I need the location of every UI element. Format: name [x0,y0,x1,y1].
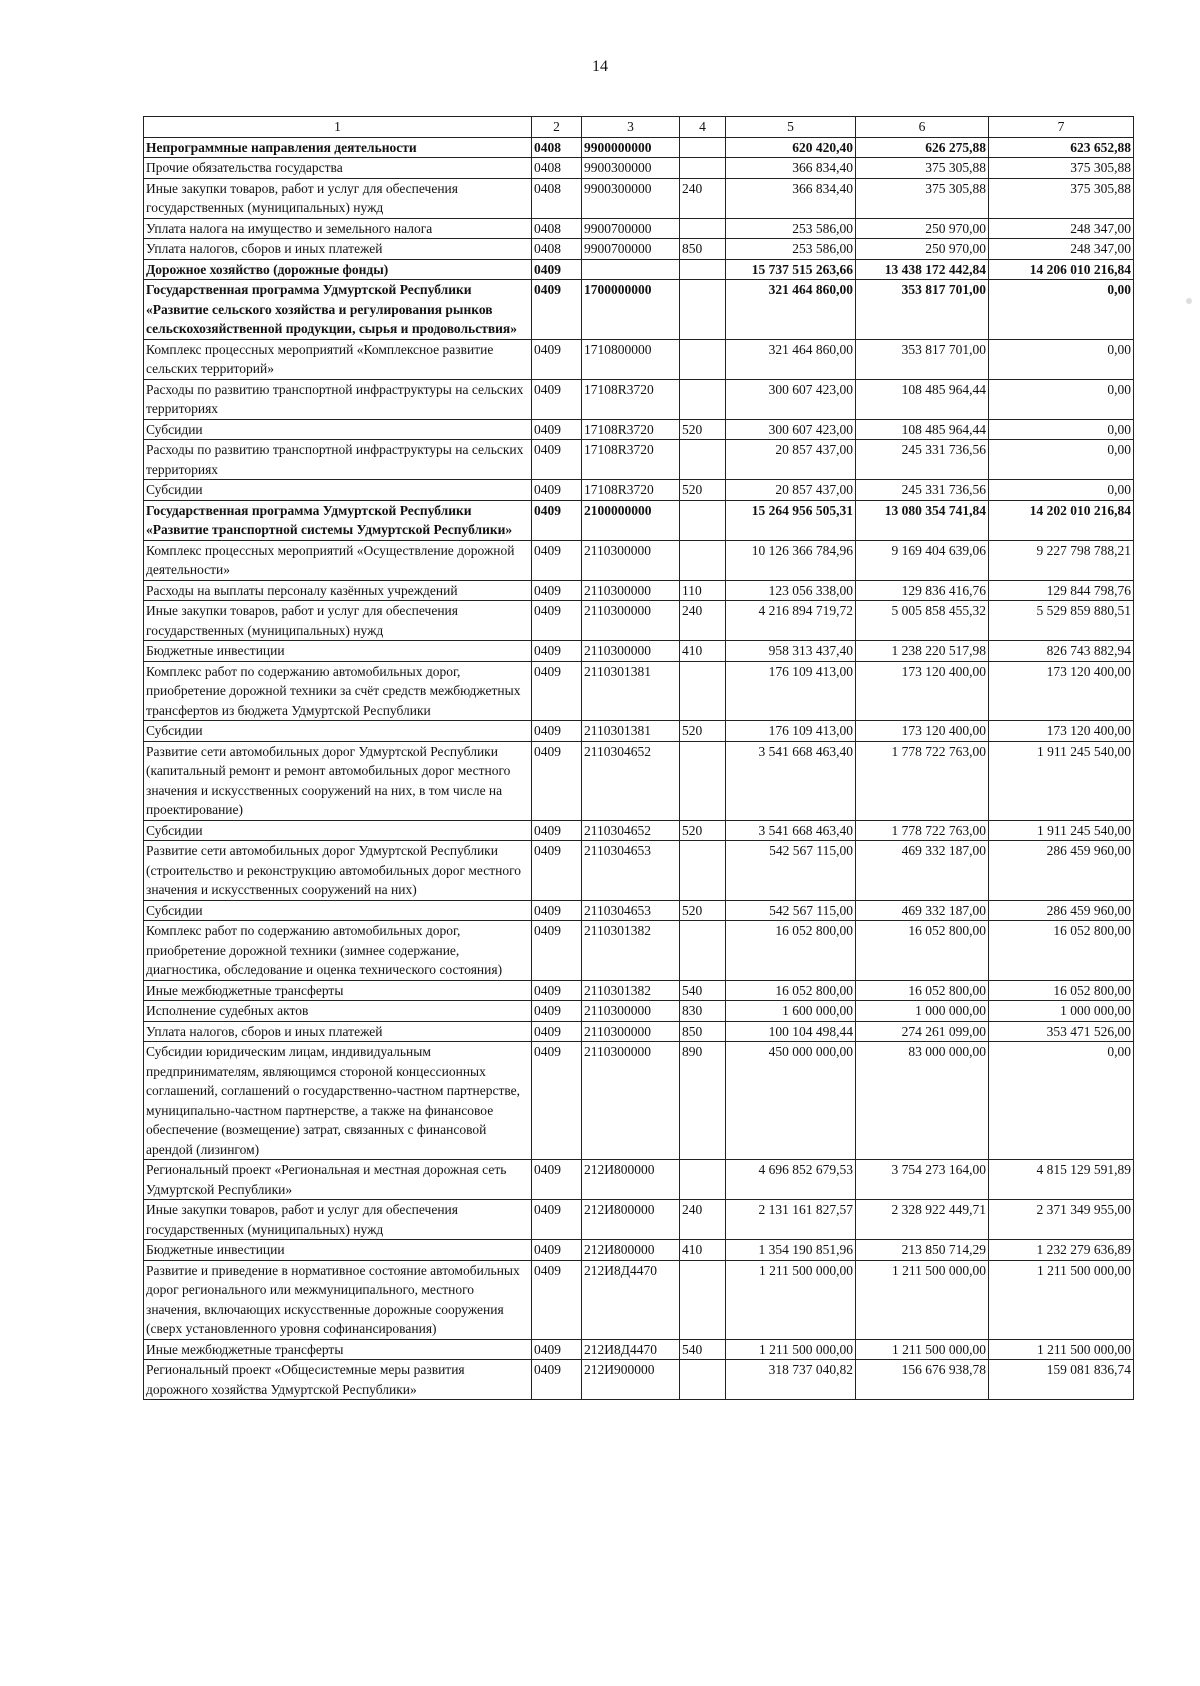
amount-col-5: 253 586,00 [726,239,856,260]
table-row [144,641,1134,662]
table-row [144,1042,1134,1160]
target-article-code: 2110300000 [582,540,680,580]
amount-col-5: 321 464 860,00 [726,339,856,379]
amount-col-6: 13 438 172 442,84 [856,259,989,280]
item-name: Бюджетные инвестиции [144,641,532,662]
target-article-code: 212И8Д4470 [582,1260,680,1339]
amount-col-7: 0,00 [989,379,1134,419]
amount-col-7: 375 305,88 [989,158,1134,179]
expense-type-code: 520 [680,721,726,742]
amount-col-6: 250 970,00 [856,239,989,260]
section-code: 0409 [532,1021,582,1042]
table-row [144,741,1134,820]
item-name: Комплекс процессных мероприятий «Комплексное развитие сельских территорий» [144,339,532,379]
item-name: Государственная программа Удмуртской Республики «Развитие сельского хозяйства и регулирования рынков сельскохозяйственной продукции, сырья и продовольствия» [144,280,532,340]
amount-col-7: 623 652,88 [989,137,1134,158]
item-name: Дорожное хозяйство (дорожные фонды) [144,259,532,280]
section-code: 0409 [532,259,582,280]
scan-speck [1186,298,1192,304]
column-header: 4 [680,117,726,138]
item-name: Региональный проект «Региональная и местная дорожная сеть Удмуртской Республики» [144,1160,532,1200]
amount-col-6: 1 778 722 763,00 [856,820,989,841]
amount-col-5: 253 586,00 [726,218,856,239]
table-header [144,117,1134,138]
amount-col-5: 3 541 668 463,40 [726,741,856,820]
amount-col-5: 16 052 800,00 [726,980,856,1001]
amount-col-5: 1 354 190 851,96 [726,1240,856,1261]
target-article-code: 2110301381 [582,661,680,721]
section-code: 0409 [532,540,582,580]
amount-col-5: 15 264 956 505,31 [726,500,856,540]
header-row [144,117,1134,138]
amount-col-7: 1 911 245 540,00 [989,820,1134,841]
amount-col-7: 1 211 500 000,00 [989,1260,1134,1339]
column-header: 2 [532,117,582,138]
item-name: Расходы по развитию транспортной инфраструктуры на сельских территориях [144,440,532,480]
table-row [144,580,1134,601]
target-article-code: 9900300000 [582,178,680,218]
amount-col-6: 2 328 922 449,71 [856,1200,989,1240]
item-name: Комплекс процессных мероприятий «Осуществление дорожной деятельности» [144,540,532,580]
target-article-code: 17108R3720 [582,440,680,480]
expense-type-code: 240 [680,178,726,218]
expense-type-code [680,921,726,981]
amount-col-7: 4 815 129 591,89 [989,1160,1134,1200]
amount-col-7: 0,00 [989,419,1134,440]
section-code: 0409 [532,580,582,601]
table-row [144,721,1134,742]
item-name: Субсидии [144,419,532,440]
amount-col-7: 0,00 [989,339,1134,379]
amount-col-5: 176 109 413,00 [726,661,856,721]
section-code: 0409 [532,741,582,820]
target-article-code: 212И800000 [582,1240,680,1261]
item-name: Комплекс работ по содержанию автомобильных дорог, приобретение дорожной техники за счёт средств межбюджетных трансфертов из бюджета Удмуртской Республики [144,661,532,721]
expense-type-code [680,1160,726,1200]
table-row [144,900,1134,921]
amount-col-6: 173 120 400,00 [856,661,989,721]
item-name: Прочие обязательства государства [144,158,532,179]
amount-col-5: 4 696 852 679,53 [726,1160,856,1200]
expense-type-code: 520 [680,480,726,501]
amount-col-5: 300 607 423,00 [726,379,856,419]
table-row [144,419,1134,440]
amount-col-5: 2 131 161 827,57 [726,1200,856,1240]
expense-type-code [680,218,726,239]
section-code: 0409 [532,980,582,1001]
target-article-code: 212И8Д4470 [582,1339,680,1360]
amount-col-5: 958 313 437,40 [726,641,856,662]
item-name: Комплекс работ по содержанию автомобильных дорог, приобретение дорожной техники (зимнее содержание, диагностика, обследование и оценка технического состояния) [144,921,532,981]
amount-col-7: 173 120 400,00 [989,721,1134,742]
amount-col-7: 1 000 000,00 [989,1001,1134,1022]
target-article-code: 17108R3720 [582,379,680,419]
expense-type-code: 850 [680,1021,726,1042]
target-article-code: 2110304653 [582,841,680,901]
section-code: 0409 [532,721,582,742]
amount-col-6: 1 778 722 763,00 [856,741,989,820]
amount-col-7: 159 081 836,74 [989,1360,1134,1400]
amount-col-6: 3 754 273 164,00 [856,1160,989,1200]
amount-col-5: 321 464 860,00 [726,280,856,340]
expense-type-code [680,280,726,340]
expense-type-code: 240 [680,1200,726,1240]
amount-col-5: 123 056 338,00 [726,580,856,601]
amount-col-6: 108 485 964,44 [856,419,989,440]
section-code: 0409 [532,841,582,901]
expense-type-code [680,137,726,158]
target-article-code: 2110300000 [582,641,680,662]
amount-col-6: 353 817 701,00 [856,280,989,340]
amount-col-5: 3 541 668 463,40 [726,820,856,841]
item-name: Расходы на выплаты персоналу казённых учреждений [144,580,532,601]
section-code: 0409 [532,601,582,641]
amount-col-7: 0,00 [989,480,1134,501]
amount-col-6: 129 836 416,76 [856,580,989,601]
amount-col-6: 16 052 800,00 [856,921,989,981]
amount-col-5: 4 216 894 719,72 [726,601,856,641]
expense-type-code [680,158,726,179]
item-name: Иные закупки товаров, работ и услуг для обеспечения государственных (муниципальных) нужд [144,178,532,218]
table-row [144,500,1134,540]
target-article-code: 2100000000 [582,500,680,540]
amount-col-5: 1 211 500 000,00 [726,1260,856,1339]
amount-col-6: 213 850 714,29 [856,1240,989,1261]
section-code: 0409 [532,280,582,340]
amount-col-7: 1 211 500 000,00 [989,1339,1134,1360]
expense-type-code [680,540,726,580]
item-name: Субсидии [144,721,532,742]
target-article-code: 2110301382 [582,980,680,1001]
amount-col-7: 1 232 279 636,89 [989,1240,1134,1261]
amount-col-5: 20 857 437,00 [726,480,856,501]
target-article-code: 212И900000 [582,1360,680,1400]
amount-col-7: 2 371 349 955,00 [989,1200,1134,1240]
amount-col-7: 173 120 400,00 [989,661,1134,721]
table-row [144,1339,1134,1360]
amount-col-6: 5 005 858 455,32 [856,601,989,641]
column-header: 6 [856,117,989,138]
expense-type-code: 540 [680,980,726,1001]
expense-type-code [680,1260,726,1339]
table-row [144,841,1134,901]
amount-col-5: 542 567 115,00 [726,841,856,901]
table-row [144,601,1134,641]
amount-col-6: 1 238 220 517,98 [856,641,989,662]
amount-col-7: 9 227 798 788,21 [989,540,1134,580]
expense-type-code: 890 [680,1042,726,1160]
table-row [144,820,1134,841]
column-header: 5 [726,117,856,138]
amount-col-5: 176 109 413,00 [726,721,856,742]
table-row [144,259,1134,280]
amount-col-5: 10 126 366 784,96 [726,540,856,580]
page-number: 14 [592,58,608,75]
amount-col-6: 13 080 354 741,84 [856,500,989,540]
section-code: 0409 [532,900,582,921]
amount-col-6: 375 305,88 [856,158,989,179]
table-body [144,137,1134,1400]
target-article-code: 2110300000 [582,601,680,641]
target-article-code: 9900700000 [582,239,680,260]
amount-col-5: 300 607 423,00 [726,419,856,440]
table-row [144,218,1134,239]
amount-col-7: 0,00 [989,440,1134,480]
amount-col-6: 1 000 000,00 [856,1001,989,1022]
amount-col-6: 173 120 400,00 [856,721,989,742]
amount-col-7: 353 471 526,00 [989,1021,1134,1042]
item-name: Уплата налогов, сборов и иных платежей [144,239,532,260]
column-header: 7 [989,117,1134,138]
expense-type-code [680,440,726,480]
table-row [144,1240,1134,1261]
amount-col-7: 286 459 960,00 [989,841,1134,901]
amount-col-7: 16 052 800,00 [989,921,1134,981]
amount-col-5: 100 104 498,44 [726,1021,856,1042]
target-article-code: 2110300000 [582,1021,680,1042]
amount-col-7: 248 347,00 [989,239,1134,260]
section-code: 0409 [532,1240,582,1261]
amount-col-6: 1 211 500 000,00 [856,1339,989,1360]
target-article-code: 1710800000 [582,339,680,379]
amount-col-5: 542 567 115,00 [726,900,856,921]
section-code: 0409 [532,500,582,540]
section-code: 0409 [532,1339,582,1360]
target-article-code: 9900300000 [582,158,680,179]
section-code: 0409 [532,820,582,841]
amount-col-5: 1 600 000,00 [726,1001,856,1022]
target-article-code: 2110304653 [582,900,680,921]
amount-col-5: 20 857 437,00 [726,440,856,480]
amount-col-7: 0,00 [989,1042,1134,1160]
expense-type-code: 110 [680,580,726,601]
section-code: 0409 [532,1200,582,1240]
amount-col-7: 14 202 010 216,84 [989,500,1134,540]
expense-type-code [680,339,726,379]
section-code: 0409 [532,641,582,662]
section-code: 0409 [532,921,582,981]
expense-type-code: 830 [680,1001,726,1022]
item-name: Бюджетные инвестиции [144,1240,532,1261]
target-article-code: 17108R3720 [582,480,680,501]
table-row [144,1160,1134,1200]
amount-col-7: 0,00 [989,280,1134,340]
amount-col-5: 366 834,40 [726,158,856,179]
table-row [144,661,1134,721]
amount-col-7: 286 459 960,00 [989,900,1134,921]
item-name: Государственная программа Удмуртской Республики «Развитие транспортной системы Удмуртской Республики» [144,500,532,540]
column-header: 3 [582,117,680,138]
amount-col-6: 245 331 736,56 [856,480,989,501]
amount-col-5: 450 000 000,00 [726,1042,856,1160]
amount-col-6: 156 676 938,78 [856,1360,989,1400]
table-row [144,137,1134,158]
table-row [144,1260,1134,1339]
target-article-code: 9900000000 [582,137,680,158]
target-article-code: 2110300000 [582,1001,680,1022]
expense-type-code: 410 [680,1240,726,1261]
item-name: Субсидии юридическим лицам, индивидуальным предпринимателям, являющимся стороной концессионных соглашений, соглашений о государственно-частном партнерстве, муниципально-частном партнерстве, а также на финансовое обеспечение (возмещение) затрат, связанных с финансовой арендой (лизингом) [144,1042,532,1160]
section-code: 0409 [532,379,582,419]
table-row [144,178,1134,218]
section-code: 0408 [532,239,582,260]
budget-table [143,116,1134,1400]
expense-type-code: 520 [680,419,726,440]
table-row [144,239,1134,260]
amount-col-5: 16 052 800,00 [726,921,856,981]
amount-col-5: 318 737 040,82 [726,1360,856,1400]
expense-type-code [680,259,726,280]
amount-col-6: 1 211 500 000,00 [856,1260,989,1339]
table-row [144,379,1134,419]
expense-type-code [680,841,726,901]
amount-col-7: 14 206 010 216,84 [989,259,1134,280]
amount-col-6: 469 332 187,00 [856,841,989,901]
target-article-code: 9900700000 [582,218,680,239]
section-code: 0409 [532,1260,582,1339]
amount-col-7: 248 347,00 [989,218,1134,239]
expense-type-code [680,379,726,419]
amount-col-6: 250 970,00 [856,218,989,239]
table-row [144,480,1134,501]
item-name: Исполнение судебных актов [144,1001,532,1022]
table-row [144,339,1134,379]
table-row [144,440,1134,480]
item-name: Иные закупки товаров, работ и услуг для обеспечения государственных (муниципальных) нужд [144,601,532,641]
amount-col-7: 826 743 882,94 [989,641,1134,662]
item-name: Субсидии [144,820,532,841]
amount-col-5: 620 420,40 [726,137,856,158]
amount-col-5: 15 737 515 263,66 [726,259,856,280]
item-name: Уплата налогов, сборов и иных платежей [144,1021,532,1042]
expense-type-code [680,741,726,820]
item-name: Иные закупки товаров, работ и услуг для обеспечения государственных (муниципальных) нужд [144,1200,532,1240]
amount-col-5: 1 211 500 000,00 [726,1339,856,1360]
amount-col-6: 626 275,88 [856,137,989,158]
amount-col-7: 16 052 800,00 [989,980,1134,1001]
column-header: 1 [144,117,532,138]
amount-col-6: 9 169 404 639,06 [856,540,989,580]
table-row [144,1360,1134,1400]
amount-col-7: 375 305,88 [989,178,1134,218]
expense-type-code: 520 [680,900,726,921]
amount-col-6: 353 817 701,00 [856,339,989,379]
table-row [144,280,1134,340]
target-article-code: 2110304652 [582,820,680,841]
section-code: 0408 [532,137,582,158]
table-row [144,1001,1134,1022]
amount-col-6: 108 485 964,44 [856,379,989,419]
item-name: Региональный проект «Общесистемные меры развития дорожного хозяйства Удмуртской Республики» [144,1360,532,1400]
target-article-code: 17108R3720 [582,419,680,440]
target-article-code: 212И800000 [582,1200,680,1240]
amount-col-7: 5 529 859 880,51 [989,601,1134,641]
section-code: 0409 [532,1042,582,1160]
expense-type-code: 520 [680,820,726,841]
section-code: 0408 [532,178,582,218]
table-row [144,921,1134,981]
section-code: 0409 [532,1160,582,1200]
target-article-code: 2110300000 [582,1042,680,1160]
amount-col-6: 245 331 736,56 [856,440,989,480]
target-article-code: 2110301381 [582,721,680,742]
amount-col-5: 366 834,40 [726,178,856,218]
amount-col-6: 274 261 099,00 [856,1021,989,1042]
expense-type-code [680,500,726,540]
expense-type-code: 540 [680,1339,726,1360]
expense-type-code: 410 [680,641,726,662]
amount-col-6: 375 305,88 [856,178,989,218]
table-row [144,980,1134,1001]
expense-type-code [680,661,726,721]
item-name: Уплата налога на имущество и земельного налога [144,218,532,239]
target-article-code: 2110301382 [582,921,680,981]
item-name: Иные межбюджетные трансферты [144,1339,532,1360]
table-row [144,1021,1134,1042]
item-name: Субсидии [144,900,532,921]
item-name: Иные межбюджетные трансферты [144,980,532,1001]
amount-col-6: 16 052 800,00 [856,980,989,1001]
amount-col-7: 129 844 798,76 [989,580,1134,601]
expense-type-code [680,1360,726,1400]
amount-col-6: 83 000 000,00 [856,1042,989,1160]
expense-type-code: 850 [680,239,726,260]
table-row [144,540,1134,580]
item-name: Расходы по развитию транспортной инфраструктуры на сельских территориях [144,379,532,419]
section-code: 0408 [532,158,582,179]
target-article-code: 212И800000 [582,1160,680,1200]
section-code: 0409 [532,1001,582,1022]
target-article-code: 1700000000 [582,280,680,340]
table-row [144,158,1134,179]
item-name: Развитие и приведение в нормативное состояние автомобильных дорог регионального или межмуниципального, местного значения, включающих искусственные дорожные сооружения (сверх установленного уровня софинансирования) [144,1260,532,1339]
expense-type-code: 240 [680,601,726,641]
item-name: Развитие сети автомобильных дорог Удмуртской Республики (капитальный ремонт и ремонт автомобильных дорог местного значения и искусственных сооружений на них, в том числе на проектирование) [144,741,532,820]
section-code: 0409 [532,661,582,721]
section-code: 0409 [532,1360,582,1400]
amount-col-7: 1 911 245 540,00 [989,741,1134,820]
target-article-code: 2110300000 [582,580,680,601]
section-code: 0409 [532,440,582,480]
amount-col-6: 469 332 187,00 [856,900,989,921]
section-code: 0409 [532,419,582,440]
item-name: Непрограммные направления деятельности [144,137,532,158]
section-code: 0408 [532,218,582,239]
target-article-code [582,259,680,280]
section-code: 0409 [532,339,582,379]
table-row [144,1200,1134,1240]
item-name: Развитие сети автомобильных дорог Удмуртской Республики (строительство и реконструкцию автомобильных дорог местного значения и искусственных сооружений на них) [144,841,532,901]
target-article-code: 2110304652 [582,741,680,820]
item-name: Субсидии [144,480,532,501]
section-code: 0409 [532,480,582,501]
